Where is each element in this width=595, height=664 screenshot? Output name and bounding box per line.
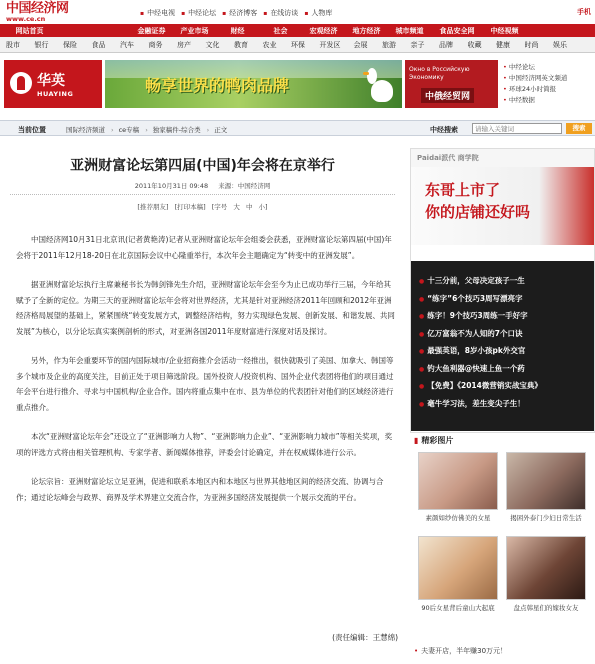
photo-caption[interactable]: 90后女星背后童山大起底 <box>421 604 495 612</box>
huaying-brand: 华英 <box>37 73 65 89</box>
ad-list-item[interactable]: ● 十三分前，父母决定孩子一生 <box>419 273 589 291</box>
duck-icon <box>363 66 393 106</box>
breadcrumb-item[interactable]: › ce专稿 <box>111 125 139 134</box>
breadcrumb-item[interactable]: › 独家稿件-综合类 <box>145 125 200 134</box>
search-button[interactable]: 搜索 <box>566 123 592 134</box>
photo-thumb[interactable] <box>506 452 586 510</box>
side-links <box>503 62 595 106</box>
breadcrumb-item[interactable]: 国际经济频道 <box>66 126 105 134</box>
article-date: 2011年10月31日 09:48 <box>134 182 209 190</box>
mobile-link[interactable]: 手机 <box>577 8 591 16</box>
subnav-item[interactable]: 健康 <box>496 40 510 49</box>
ad-brand: Paidai派代 商学院 <box>417 154 479 162</box>
toplink-tv[interactable]: ▪ 中经电视 <box>140 8 175 18</box>
breadcrumb-item: › 正文 <box>207 125 228 134</box>
nav-item[interactable]: 宏观经济 <box>309 26 338 35</box>
ad-list-item[interactable]: ● 毫牛学习法，差生变尖子生！ <box>419 396 589 414</box>
breadcrumb-label: 当前位置 <box>18 126 46 134</box>
breadcrumb-path <box>66 125 227 134</box>
nav-item[interactable]: 食品安全网 <box>439 26 475 35</box>
search-input[interactable] <box>472 123 562 134</box>
subnav-item[interactable]: 食品 <box>91 40 106 49</box>
top-links <box>140 8 332 18</box>
subnav-item[interactable]: 银行 <box>34 40 49 49</box>
subnav-item[interactable]: 股市 <box>6 40 20 49</box>
nav-item[interactable]: 产业市场 <box>180 26 209 35</box>
subnav-item[interactable]: 会展 <box>353 40 368 49</box>
subnav-item[interactable]: 娱乐 <box>553 40 567 49</box>
right-sidebar <box>410 140 595 664</box>
article-paragraph: 中国经济网10月31日北京讯(记者黄艳涛)记者从亚洲财富论坛年会组委会获悉，亚洲财富论坛第四届(中国)年会将于2011年12月18-20日在北京国际会议中心隆重举行，本次年会主题确定为“转变中的亚洲发展”。 <box>16 235 392 260</box>
logo-url: www.ce.cn <box>6 15 46 23</box>
subnav-item[interactable]: 收藏 <box>467 40 482 49</box>
print-link[interactable]: [打印本稿] <box>174 203 206 211</box>
zhonge-title: 中俄经贸网 <box>421 88 474 103</box>
article-paragraph: 另外，作为年会重要环节的国内国际城市/企业招商推介会活动一经推出，很快就吸引了美国、加拿大、韩国等多个城市及企业的高度关注，目前正处于项目筛选阶段。国外投资人/投资机构、国外企业代表团将他们的项目通过年会平台进行推介、寻求与中国机构/企业合作。国内将重点集中在市、县为单位的代表团针对他们的区域经济进行重点推介。 <box>16 356 394 412</box>
ad-headline: 你的店铺还好吗 <box>425 203 531 221</box>
nav-item[interactable]: 中经视频 <box>490 26 519 35</box>
toplink-interview[interactable]: ▪ 在线访谈 <box>263 8 298 18</box>
pics-heading: ▮ 精彩图片 <box>414 435 453 446</box>
subnav-item[interactable]: 保险 <box>63 40 77 49</box>
subnav-item[interactable]: 农业 <box>262 40 277 49</box>
site-logo[interactable] <box>6 2 76 22</box>
ad-slogan: 畅享世界的鸭肉品牌 <box>145 76 290 95</box>
article-paragraph: 据亚洲财富论坛执行主席兼秘书长为韩剑锋先生介绍，亚洲财富论坛年会至今为止已成功举行三届，今年给其赋予了全新的定位。为期三天的亚洲财富论坛年会将对世界经济，尤其是针对亚洲经济2011年回顾和2012年亚洲经济格局展望的基础上，紧紧围绕“转变发展方式，调整经济结构，努力实现绿色发展、创新发展、和谐发展、共同发展”为核心，以分论坛真实案例剖析的形式，对亚洲各国2011年度财富进行深度对话及探讨。 <box>16 280 395 336</box>
ad-list-item[interactable]: ● 最强英语，8岁小孩pk外交官 <box>419 343 589 361</box>
subnav-item[interactable]: 汽车 <box>120 40 134 49</box>
toplink-blog[interactable]: ▪ 经济博客 <box>222 8 257 18</box>
article <box>0 140 405 664</box>
subnav-item[interactable]: 品牌 <box>439 40 453 49</box>
duck-ad-banner[interactable] <box>105 60 402 108</box>
zhonge-banner[interactable] <box>405 60 498 108</box>
nav-item[interactable]: 城市频道 <box>395 26 424 35</box>
font-large-link[interactable]: 大 <box>233 203 240 211</box>
toplink-people[interactable]: ▪ 人物库 <box>304 8 332 18</box>
promo-link[interactable]: • 夫妻开店，半年赚30万元！ <box>414 646 507 656</box>
nav-item[interactable]: 社会 <box>273 26 288 35</box>
font-small-link[interactable]: 小] <box>258 203 268 211</box>
side-link[interactable]: • 中国经济网英文频道 <box>503 73 595 84</box>
ad-list-item[interactable]: ● 亿万富翁不为人知的7个口诀 <box>419 326 589 344</box>
sub-nav <box>0 37 595 53</box>
font-size-label: [字号 <box>211 203 228 211</box>
ad-list-item[interactable]: ● 练字！9个技巧3周练一手好字 <box>419 308 589 326</box>
toplink-forum[interactable]: ▪ 中经论坛 <box>181 8 216 18</box>
photo-caption[interactable]: 盘点韩星们的嫁妆女友 <box>513 604 579 612</box>
article-meta <box>0 181 405 190</box>
subnav-item[interactable]: 时尚 <box>524 40 539 49</box>
article-body <box>16 232 398 519</box>
photo-caption[interactable]: 素颜如纱仿佛美的女星 <box>425 514 491 522</box>
main-nav <box>0 24 595 37</box>
breadcrumb <box>0 120 595 136</box>
zhonge-sub: Окно в Российскую Экономику <box>409 66 470 81</box>
ad-header <box>411 149 594 167</box>
search-label: 中经搜索 <box>430 126 458 134</box>
subnav-item[interactable]: 亲子 <box>410 40 425 49</box>
huaying-brand-en: HUAYING <box>37 90 74 98</box>
ad-list-item[interactable]: ● 钓大鱼利器@快速上鱼一个药 <box>419 361 589 379</box>
logo-text: 中国经济网 <box>6 1 69 16</box>
recommend-link[interactable]: [推荐朋友] <box>137 203 169 211</box>
photo-thumb[interactable] <box>506 536 586 600</box>
photo-thumb[interactable] <box>418 452 498 510</box>
side-link[interactable]: • 环球24小时简报 <box>503 84 595 95</box>
ad-list-item[interactable]: ● 【免费】《2014微营销实战宝典》 <box>419 378 589 396</box>
subnav-item[interactable]: 教育 <box>234 40 248 49</box>
divider <box>10 194 395 195</box>
article-title: 亚洲财富论坛第四届(中国)年会将在京举行 <box>70 158 335 174</box>
ad-list <box>419 273 589 413</box>
nav-home[interactable]: 网站首页 <box>15 26 44 35</box>
nav-item[interactable]: 地方经济 <box>352 26 381 35</box>
subnav-item[interactable]: 开发区 <box>319 40 341 49</box>
subnav-item[interactable]: 商务 <box>148 40 163 49</box>
article-paragraph: 论坛宗旨：亚洲财富论坛立足亚洲，促进和联系本地区内和本地区与世界其他地区间的经济交流、协调与合作；通过论坛峰会与政界、商界及学术界建立交流合作，为亚洲多国经济发展提供一个展示交流的平台。 <box>16 477 384 502</box>
top-bar <box>0 0 595 24</box>
nav-item[interactable]: 金融证券 <box>137 26 166 35</box>
subnav-item[interactable]: 房产 <box>177 40 191 49</box>
subnav-item[interactable]: 环保 <box>291 40 305 49</box>
article-source: 来源：中国经济网 <box>218 182 271 190</box>
subnav-item[interactable]: 旅游 <box>382 40 396 49</box>
font-medium-link[interactable]: 中 <box>245 203 253 211</box>
photo-caption[interactable]: 揭困外泰门少妇日常生活 <box>510 514 582 522</box>
article-editor: (责任编辑：王慧绵) <box>332 633 398 642</box>
huaying-banner[interactable] <box>4 60 102 108</box>
ad-list-item[interactable]: ● “练字”6个技巧3周写漂亮字 <box>419 291 589 309</box>
photo-thumb[interactable] <box>418 536 498 600</box>
article-tools <box>0 202 405 211</box>
nav-item[interactable]: 财经 <box>230 26 245 35</box>
huaying-logo-icon <box>10 72 32 94</box>
subnav-item[interactable]: 文化 <box>205 40 220 49</box>
paidai-ad[interactable] <box>410 148 595 433</box>
article-paragraph: 本次“亚洲财富论坛年会”还设立了“亚洲影响力人物”、“亚洲影响力企业”、“亚洲影响力城市”等相关奖项，奖项的评选方式将由相关管理机构、专家学者、新闻媒体推荐，评委会讨论确定，并在权威媒体进行公示。 <box>16 432 393 457</box>
side-link[interactable]: • 中经数据 <box>503 95 595 106</box>
side-link[interactable]: • 中经论坛 <box>503 62 595 73</box>
ad-headline: 东哥上市了 <box>425 181 501 199</box>
